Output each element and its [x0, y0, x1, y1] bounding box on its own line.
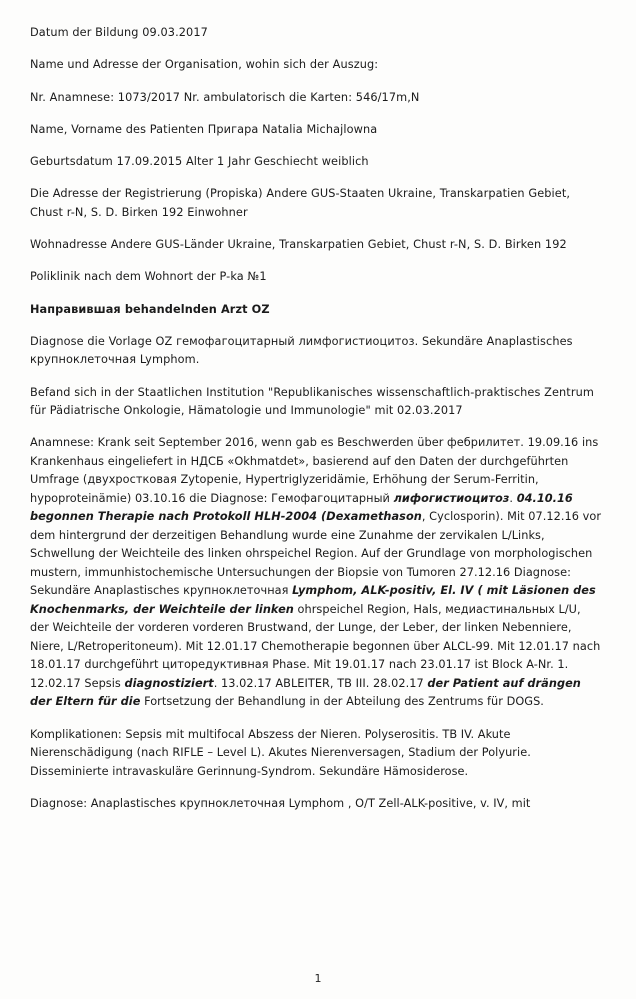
final-diagnosis-block: Diagnose: Anaplastisches крупноклеточная Lymphom , O/T Zell-ALK-positive, v. IV, mit [30, 797, 531, 811]
line-referring-doctor: Направившая behandelnden Arzt OZ [30, 302, 270, 316]
line-polyclinic: Poliklinik nach dem Wohnort der P-ka №1 [30, 270, 267, 284]
line-date: Datum der Bildung 09.03.2017 [30, 26, 208, 39]
line-anamnese-number: Nr. Anamnese: 1073/2017 Nr. ambulatorisch die Karten: 546/17m,N [30, 90, 420, 104]
line-registration-address: Die Adresse der Registrierung (Propiska) Andere GUS-Staaten Ukraine, Transkarpatien Gebiet, Chust r-N, S. D. Birken 192 Einwohner [30, 187, 571, 219]
line-organization: Name und Adresse der Organisation, wohin sich der Auszug: [30, 58, 379, 72]
anamnese-rich-text: Anamnese: Krank seit September 2016, wenn gab es Beschwerden über фебрилитет. 19.09.16 ins Krankenhaus eingeliefert in НДСБ «Okhmatdet», basierend auf den Daten der durchgeführten Umfrage (двухростковая Zytopenie, Hypertriglyzeridämie, Erhöhung der Serum-Ferritin, hypoproteinämie) 03.10.16 die Diagnose: Гемофагоцитарный лифогистиоцитоз. 04.10.16 begonnen Therapie nach Protokoll HLH-2004 (Dexamethason, Cyclosporin). Mit 07.12.16 vor dem hintergrund der derzeitigen Behandlung wurde eine Zunahme der zervikalen L/Links, Schwellung der Weichteile des linken ohrspeichel Region. Auf der Grundlage von morphologischen mustern, immunhistochemische Untersuchungen der Biopsie von Tumoren 27.12.16 Diagnose: Sekundäre Anaplastisches крупноклеточная Lymphom, ALK-positiv, El. IV ( mit Läsionen des Knochenmarks, der Weichteile der linken ohrspeichel Region, Hals, медиастинальных L/U, der Weichteile der vorderen vorderen Brustwand, der Lunge, der Leber, der linken Nebenniere, Niere, L/Retroperitoneum). Mit 12.01.17 Chemotherapie begonnen über ALCL-99. Mit 12.01.17 nach 18.01.17 durchgeführt циторедуктивная Phase. Mit 19.01.17 nach 23.01.17 ist Block A-Nr. 1. 12.02.17 Sepsis diagnostiziert. 13.02.17 ABLEITER, TB III. 28.02.17 der Patient auf drängen der Eltern für die Fortsetzung der Behandlung in der Abteilung des Zentrums für DOGS. [30, 436, 602, 709]
line-submission-diagnosis: Diagnose die Vorlage OZ гемофагоцитарный лимфогистиоцитоз. Sekundäre Anaplastisches крупноклеточная Lymphom. [30, 334, 573, 367]
page-number: 1 [314, 972, 322, 985]
line-birthdate: Geburtsdatum 17.09.2015 Alter 1 Jahr Geschiecht weiblich [30, 155, 369, 169]
line-patient-name: Name, Vorname des Patienten Пригарa Natalia Michajlowna [30, 122, 378, 136]
line-residence-address: Wohnadresse Andere GUS-Länder Ukraine, Transkarpatien Gebiet, Chust r-N, S. D. Birken 192 [30, 238, 567, 252]
anamnese-block [30, 434, 602, 712]
line-institution: Befand sich in der Staatlichen Institution "Republikanisches wissenschaftlich-praktisches Zentrum für Pädiatrische Onkologie, Hämatologie und Immunologie" mit 02.03.2017 [30, 385, 594, 417]
complications-block: Komplikationen: Sepsis mit multifocal Abszess der Nieren. Polyserositis. TB IV. Akute Nierenschädigung (nach RIFLE – Level L). Akutes Nierenversagen, Stadium der Polyurie. Disseminierte intravaskuläre Gerinnung-Syndrom. Sekundäre Hämosiderose. [30, 727, 531, 778]
